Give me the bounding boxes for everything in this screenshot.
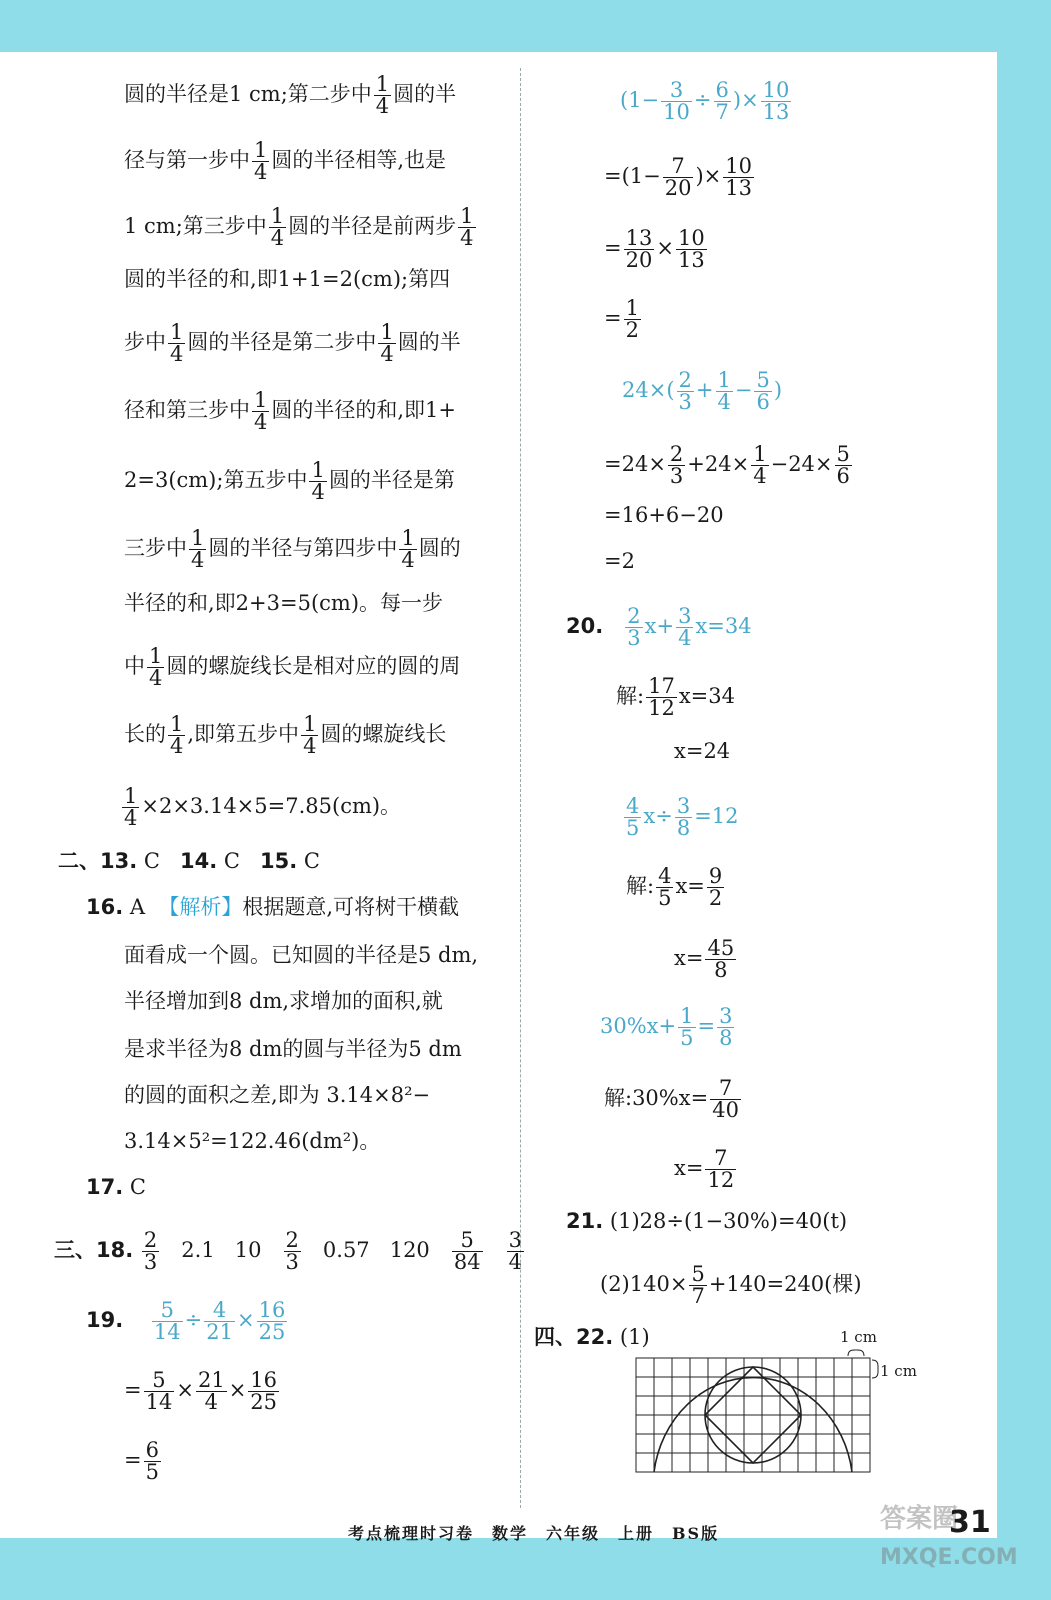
left-line-12: $\frac{1}{4}$ ×2×3.14×5=7.85(cm)。 bbox=[124, 784, 402, 830]
right-expr-5: 24×( $\frac{2}{3}$ + $\frac{1}{4}$ − $\frac{5}{6}$ ) bbox=[622, 368, 783, 414]
left-line-10: 中 $\frac{1}{4}$ 圆的螺旋线长是相对应的圆的周 bbox=[124, 644, 461, 690]
q20c-solve-2: x= $\frac{7}{12}$ bbox=[674, 1146, 735, 1192]
q16-line-6: 3.14×5²=122.46(dm²)。 bbox=[124, 1129, 381, 1153]
footer-text: 考点梳理时习卷 数学 六年级 上册 BS版 bbox=[348, 1524, 720, 1543]
right-expr-6: =24× $\frac{2}{3}$ +24× $\frac{1}{4}$ −24× $\frac{5}{6}$ bbox=[604, 442, 850, 488]
q16-line-5: 的圆的面积之差,即为 3.14×8²− bbox=[124, 1083, 431, 1107]
right-expr-4: = $\frac{1}{2}$ bbox=[604, 296, 639, 342]
right-border bbox=[997, 0, 1051, 1600]
analysis-tag: 【解析】 bbox=[158, 895, 243, 919]
right-expr-7: =16+6−20 bbox=[604, 503, 724, 527]
q20c-solve-1: 解:30%x= $\frac{7}{40}$ bbox=[604, 1076, 739, 1122]
right-expr-8: =2 bbox=[604, 549, 635, 573]
left-line-6: 径和第三步中 $\frac{1}{4}$ 圆的半径的和,即1+ bbox=[124, 388, 457, 434]
section-2-answers: 二、13. C 14. C 15. C bbox=[58, 849, 320, 873]
q20-solve-2: x=24 bbox=[674, 739, 731, 763]
q16-line-4: 是求半径为8 dm的圆与半径为5 dm bbox=[124, 1037, 462, 1061]
q20b-problem: $\frac{4}{5}$ x÷ $\frac{3}{8}$ =12 bbox=[626, 794, 739, 840]
watermark-logo: 答案圈 bbox=[880, 1504, 959, 1534]
section-3-q18: 三、18. $\frac{2}{3}$ 2.1 10 $\frac{2}{3}$ 0.57 120 $\frac{5}{84}$ $\frac{3}{4}$ bbox=[54, 1228, 522, 1274]
q19-step-1: = $\frac{5}{14}$ × $\frac{21}{4}$ × $\frac{16}{25}$ bbox=[124, 1368, 278, 1414]
q21-part-2: (2)140× $\frac{5}{7}$ +140=240(棵) bbox=[600, 1262, 862, 1308]
q16-line-1: 16. A 【解析】根据题意,可将树干横截 bbox=[86, 895, 460, 919]
unit-label-height: 1 cm bbox=[880, 1362, 917, 1380]
left-line-2: 径与第一步中 $\frac{1}{4}$ 圆的半径相等,也是 bbox=[124, 138, 447, 184]
q16-line-2: 面看成一个圆。已知圆的半径是5 dm, bbox=[124, 943, 479, 967]
left-line-8: 三步中 $\frac{1}{4}$ 圆的半径与第四步中 $\frac{1}{4}$ 圆的 bbox=[124, 526, 461, 572]
q20-problem: 20. $\frac{2}{3}$ x+ $\frac{3}{4}$ x=34 bbox=[566, 604, 752, 650]
right-expr-3: = $\frac{13}{20}$ × $\frac{10}{13}$ bbox=[604, 226, 705, 272]
left-line-9: 半径的和,即2+3=5(cm)。每一步 bbox=[124, 591, 444, 615]
q16-line-3: 半径增加到8 dm,求增加的面积,就 bbox=[124, 989, 443, 1013]
q20c-problem: 30%x+ $\frac{1}{5}$ = $\frac{3}{8}$ bbox=[600, 1004, 733, 1050]
grid-drawing bbox=[634, 1344, 884, 1474]
column-divider bbox=[520, 68, 521, 1508]
left-line-1: 圆的半径是1 cm;第二步中 $\frac{1}{4}$ 圆的半 bbox=[124, 72, 457, 118]
q19-problem: 19. $\frac{5}{14}$ ÷ $\frac{4}{21}$ × $\frac{16}{25}$ bbox=[86, 1298, 286, 1344]
right-expr-1: (1− $\frac{3}{10}$ ÷ $\frac{6}{7}$ )× $\frac{10}{13}$ bbox=[620, 78, 790, 124]
q21-part-1: 21. (1)28÷(1−30%)=40(t) bbox=[566, 1209, 848, 1233]
left-line-4: 圆的半径的和,即1+1=2(cm);第四 bbox=[124, 267, 451, 291]
unit-label-width: 1 cm bbox=[840, 1328, 877, 1346]
q20b-solve-2: x= $\frac{45}{8}$ bbox=[674, 936, 735, 982]
q17: 17. C bbox=[86, 1175, 146, 1199]
left-line-7: 2=3(cm);第五步中 $\frac{1}{4}$ 圆的半径是第 bbox=[124, 458, 455, 504]
watermark-url: MXQE.COM bbox=[880, 1545, 1018, 1570]
fraction: $\frac{1}{4}$ bbox=[375, 72, 390, 118]
top-border bbox=[0, 0, 1051, 52]
q22-label: 四、22. (1) bbox=[534, 1325, 650, 1349]
right-expr-2: =(1− $\frac{7}{20}$ )× $\frac{10}{13}$ bbox=[604, 154, 753, 200]
left-line-5: 步中 $\frac{1}{4}$ 圆的半径是第二步中 $\frac{1}{4}$ 圆的半 bbox=[124, 320, 461, 366]
left-line-11: 长的 $\frac{1}{4}$ ,即第五步中 $\frac{1}{4}$ 圆的螺旋线长 bbox=[124, 712, 447, 758]
left-line-3: 1 cm;第三步中 $\frac{1}{4}$ 圆的半径是前两步 $\frac{1}{4}$ bbox=[124, 204, 474, 250]
page-number: 31 bbox=[949, 1505, 991, 1540]
q20-solve-1: 解: $\frac{17}{12}$ x=34 bbox=[616, 674, 735, 720]
q20b-solve-1: 解: $\frac{4}{5}$ x= $\frac{9}{2}$ bbox=[626, 864, 723, 910]
q19-result: = $\frac{6}{5}$ bbox=[124, 1438, 159, 1484]
